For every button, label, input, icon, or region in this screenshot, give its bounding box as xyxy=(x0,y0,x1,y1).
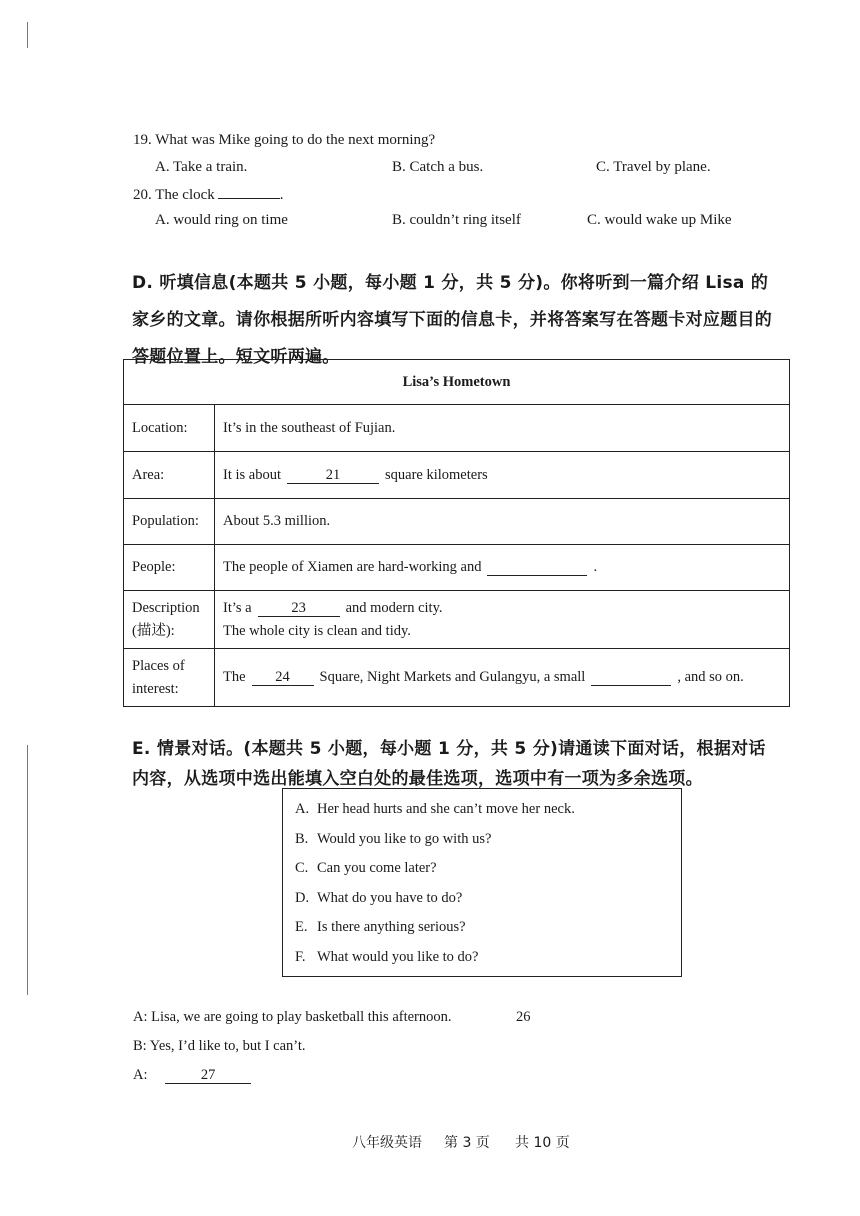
table-row xyxy=(124,545,790,591)
population-label: Population: xyxy=(124,499,215,545)
people-text-after: . xyxy=(593,559,598,575)
question-19: 19. What was Mike going to do the next morning? xyxy=(133,132,436,148)
option-b xyxy=(295,825,669,855)
dialogue-text: Yes, I’d like to, but I can’t. xyxy=(149,1038,306,1054)
option-letter: A. xyxy=(295,801,310,817)
description-label xyxy=(124,591,215,649)
option-e xyxy=(295,913,669,943)
blank-22 xyxy=(487,560,587,576)
question-20-blank xyxy=(218,186,280,199)
table-row xyxy=(124,591,790,649)
table-title: Lisa’s Hometown xyxy=(124,360,790,405)
option-letter: B. xyxy=(295,830,309,847)
option-text: Her head hurts and she can’t move her neck. xyxy=(317,801,575,817)
people-value xyxy=(215,545,790,591)
blank-26: 26 xyxy=(516,1009,531,1025)
q19-option-a: A. Take a train. xyxy=(155,159,248,175)
hometown-info-table xyxy=(123,359,790,707)
dialogue-speaker: A: xyxy=(133,1067,148,1083)
dialogue-line-1 xyxy=(133,1009,531,1026)
area-text-after: square kilometers xyxy=(385,466,488,483)
places-text-after: , and so on. xyxy=(677,669,744,685)
q19-option-b: B. Catch a bus. xyxy=(392,159,484,175)
option-text: Can you come later? xyxy=(317,860,437,877)
description-label-line2: (描述): xyxy=(132,622,175,639)
places-label-line1: Places of xyxy=(132,657,185,674)
option-d xyxy=(295,884,669,914)
section-e-instructions: E. 情景对话。(本题共 5 小题，每小题 1 分，共 5 分)请通读下面对话，根据对话内容，从选项中选出能填入空白处的最佳选项，选项中有一项为多余选项。 xyxy=(132,739,766,789)
description-label-line1: Description xyxy=(132,599,200,616)
places-text-before: The xyxy=(223,669,246,685)
area-text-before: It is about xyxy=(223,466,281,483)
option-a xyxy=(295,795,669,825)
places-value xyxy=(215,649,790,707)
page-edge-line xyxy=(27,22,28,48)
table-header-row xyxy=(124,360,790,405)
location-label: Location: xyxy=(124,405,215,452)
page-edge-line xyxy=(27,745,28,995)
table-row xyxy=(124,452,790,499)
q20-option-a: A. would ring on time xyxy=(155,212,288,228)
description-line2: The whole city is clean and tidy. xyxy=(223,622,411,639)
description-value xyxy=(215,591,790,649)
options-box xyxy=(282,788,682,977)
blank-24: 24 xyxy=(252,670,314,686)
option-text: What would you like to do? xyxy=(317,948,479,965)
area-label: Area: xyxy=(124,452,215,499)
places-text-middle: Square, Night Markets and Gulangyu, a small xyxy=(319,669,586,685)
footer-page-number: 第 3 页 xyxy=(444,1135,490,1151)
option-letter: D. xyxy=(295,889,310,906)
option-text: Is there anything serious? xyxy=(317,919,466,936)
description-text-after: and modern city. xyxy=(345,599,443,616)
q19-option-c: C. Travel by plane. xyxy=(596,159,711,175)
description-line1 xyxy=(223,597,781,620)
dialogue-text: Lisa, we are going to play basketball this afternoon. xyxy=(151,1009,452,1025)
places-label-line2: interest: xyxy=(132,680,179,697)
dialogue-line-2 xyxy=(133,1038,306,1055)
table-row xyxy=(124,649,790,707)
option-c xyxy=(295,854,669,884)
people-label: People: xyxy=(124,545,215,591)
location-value: It’s in the southeast of Fujian. xyxy=(215,405,790,452)
blank-27: 27 xyxy=(165,1068,251,1084)
dialogue-line-3 xyxy=(133,1067,257,1084)
option-f xyxy=(295,943,669,973)
section-d-instructions: D. 听填信息(本题共 5 小题，每小题 1 分，共 5 分)。你将听到一篇介绍 Lisa 的家乡的文章。请你根据所听内容填写下面的信息卡，并将答案写在答题卡对应题目的答题位置上。短文听两遍。 xyxy=(132,273,773,367)
question-20-end: . xyxy=(279,187,284,203)
blank-25 xyxy=(591,670,671,686)
dialogue-speaker: A: xyxy=(133,1009,148,1025)
description-text-before: It’s a xyxy=(223,599,252,616)
option-letter: E. xyxy=(295,919,308,936)
option-text: Would you like to go with us? xyxy=(317,830,492,847)
blank-23: 23 xyxy=(258,601,340,617)
people-text-before: The people of Xiamen are hard-working and xyxy=(223,559,482,575)
question-20 xyxy=(133,186,284,204)
places-label xyxy=(124,649,215,707)
dialogue-speaker: B: xyxy=(133,1038,147,1054)
option-letter: F. xyxy=(295,948,306,965)
question-20-text: 20. The clock xyxy=(133,187,215,203)
area-value xyxy=(215,452,790,499)
q20-option-b: B. couldn’t ring itself xyxy=(392,212,521,228)
table-row xyxy=(124,405,790,452)
blank-21: 21 xyxy=(287,468,379,484)
footer-subject: 八年级英语 xyxy=(352,1135,422,1151)
table-row xyxy=(124,499,790,545)
q20-option-c: C. would wake up Mike xyxy=(587,212,732,228)
option-letter: C. xyxy=(295,860,309,877)
footer-total-pages: 共 10 页 xyxy=(515,1135,570,1151)
population-value: About 5.3 million. xyxy=(215,499,790,545)
option-text: What do you have to do? xyxy=(317,889,463,906)
